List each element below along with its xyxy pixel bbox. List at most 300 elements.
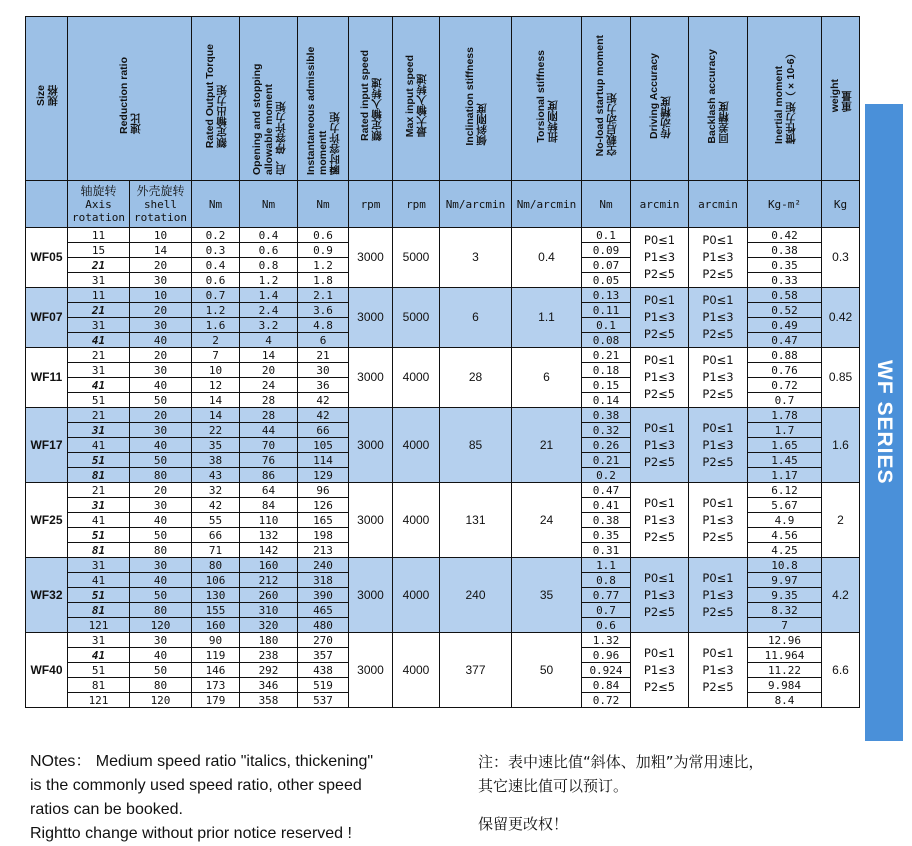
accuracy-grade: P2≤5 [643,604,676,619]
rated-torque-cell: 71 [192,543,240,558]
accuracy-grade: P1≤3 [643,587,676,602]
header-en: Driving Accuracy [647,53,660,139]
start-stop-moment-cell: 0.4 [240,228,298,243]
rated-torque-cell: 1.2 [192,303,240,318]
instantaneous-moment-cell: 2.1 [298,288,349,303]
accuracy-grade: P1≤3 [643,250,676,264]
inertial-moment-cell: 0.42 [748,228,822,243]
units-blank [26,181,68,228]
header-en: weight [828,79,841,113]
header-en: Max input speed [404,54,416,138]
axis-ratio-cell: 41 [68,438,130,453]
column-header [582,17,631,181]
backlash-accuracy-cell [689,348,748,408]
rated-torque-cell: 0.6 [192,273,240,288]
inertial-moment-cell: 9.984 [748,678,822,693]
driving-accuracy-cell [631,633,689,708]
instantaneous-moment-cell: 165 [298,513,349,528]
no-load-moment-cell: 0.32 [582,423,631,438]
header-text [773,48,797,144]
start-stop-moment-cell: 310 [240,603,298,618]
axis-ratio-cell: 11 [68,288,130,303]
start-stop-moment-cell: 142 [240,543,298,558]
no-load-moment-cell: 0.14 [582,393,631,408]
inertial-moment-cell: 8.32 [748,603,822,618]
torsional-stiffness-cell: 0.4 [512,228,582,288]
instantaneous-moment-cell: 198 [298,528,349,543]
start-stop-moment-cell: 86 [240,468,298,483]
no-load-moment-cell: 0.2 [582,468,631,483]
header-en: Rated Output Torque [203,43,216,149]
rated-torque-cell: 66 [192,528,240,543]
shell-ratio-cell: 40 [130,438,192,453]
inclination-stiffness-cell: 85 [440,408,512,483]
rated-torque-cell: 155 [192,603,240,618]
instantaneous-moment-cell: 4.8 [298,318,349,333]
instantaneous-moment-cell: 21 [298,348,349,363]
shell-ratio-cell: 50 [130,588,192,603]
axis-ratio-cell: 51 [68,528,130,543]
header-en: Opening and stopping allowable moment [250,63,275,175]
unit-label: Nm/arcmin [440,181,512,228]
start-stop-moment-cell: 260 [240,588,298,603]
table-row [26,348,860,363]
rated-torque-cell: 38 [192,453,240,468]
axis-ratio-cell: 21 [68,408,130,423]
torsional-stiffness-cell: 6 [512,348,582,408]
inertial-moment-cell: 0.33 [748,273,822,288]
shell-ratio-cell: 40 [130,573,192,588]
unit-label: rpm [349,181,393,228]
note-line: ratios can be booked. [30,801,183,818]
axis-ratio-cell: 51 [68,663,130,678]
header-cn: 空载启动力矩 [606,93,618,157]
accuracy-grade: P1≤3 [702,662,734,677]
shell-rotation-header [130,181,192,228]
accuracy-grade: P1≤3 [643,437,676,452]
start-stop-moment-cell: 28 [240,393,298,408]
header-cn: 重量 [840,91,853,113]
rated-input-speed-cell: 3000 [349,288,393,348]
torsional-stiffness-cell: 21 [512,408,582,483]
column-header [748,17,822,181]
no-load-moment-cell: 0.77 [582,588,631,603]
shell-ratio-cell: 30 [130,633,192,648]
start-stop-moment-cell: 238 [240,648,298,663]
shell-ratio-cell: 20 [130,348,192,363]
unit-label: Nm/arcmin [512,181,582,228]
table-row [26,633,860,648]
rated-torque-cell: 0.2 [192,228,240,243]
rated-torque-cell: 1.6 [192,318,240,333]
start-stop-moment-cell: 28 [240,408,298,423]
header-text [251,17,287,175]
inclination-stiffness-cell: 240 [440,558,512,633]
inclination-stiffness-cell: 377 [440,633,512,708]
axis-ratio-cell: 21 [68,483,130,498]
shell-ratio-cell: 50 [130,393,192,408]
inertial-moment-cell: 11.964 [748,648,822,663]
instantaneous-moment-cell: 465 [298,603,349,618]
axis-ratio-cell: 31 [68,498,130,513]
driving-accuracy-cell [631,408,689,483]
axis-ratio-cell: 31 [68,363,130,378]
weight-cell: 0.85 [822,348,860,408]
inertial-moment-cell: 11.22 [748,663,822,678]
accuracy-grade: P2≤5 [643,529,676,544]
rated-torque-cell: 179 [192,693,240,708]
rated-torque-cell: 43 [192,468,240,483]
inclination-stiffness-cell: 6 [440,288,512,348]
shell-ratio-cell: 30 [130,423,192,438]
accuracy-grade: P0≤1 [643,495,676,510]
rated-torque-cell: 10 [192,363,240,378]
shell-ratio-cell: 50 [130,453,192,468]
backlash-accuracy-cell [689,228,748,288]
no-load-moment-cell: 0.38 [582,513,631,528]
rated-torque-cell: 14 [192,393,240,408]
inertial-moment-cell: 6.12 [748,483,822,498]
inclination-stiffness-cell: 3 [440,228,512,288]
inertial-moment-cell: 1.7 [748,423,822,438]
backlash-accuracy-cell [689,288,748,348]
accuracy-grade: P1≤3 [643,370,676,384]
inertial-moment-cell: 10.8 [748,558,822,573]
weight-cell: 0.3 [822,228,860,288]
instantaneous-moment-cell: 30 [298,363,349,378]
no-load-moment-cell: 1.1 [582,558,631,573]
start-stop-moment-cell: 346 [240,678,298,693]
header-cn: 最大输入转速 [416,74,428,138]
start-stop-moment-cell: 14 [240,348,298,363]
inertial-moment-cell: 9.97 [748,573,822,588]
note-line: 其它速比值可以预订。 [478,777,629,795]
inertial-moment-cell: 4.25 [748,543,822,558]
note-line: 注：表中速比值“斜体、加粗”为常用速比， [478,753,764,771]
shell-ratio-cell: 14 [130,243,192,258]
rated-torque-cell: 32 [192,483,240,498]
rated-torque-cell: 14 [192,408,240,423]
note-line: 保留更改权！ [478,815,569,833]
header-cn: 传动精度 [659,96,672,139]
inertial-moment-cell: 0.35 [748,258,822,273]
instantaneous-moment-cell: 1.2 [298,258,349,273]
rated-input-speed-cell: 3000 [349,558,393,633]
axis-ratio-cell: 81 [68,603,130,618]
note-line: NOtes： Medium speed ratio "italics, thickening" [30,753,374,770]
header-cn: 启、停容许力矩 [274,101,287,175]
rated-input-speed-cell: 3000 [349,348,393,408]
axis-ratio-cell: 21 [68,303,130,318]
inertial-moment-cell: 0.49 [748,318,822,333]
accuracy-grade: P0≤1 [702,233,734,247]
series-label: WF SERIES [873,360,896,485]
rated-input-speed-cell: 3000 [349,408,393,483]
accuracy-grade: P0≤1 [702,495,734,510]
table-row [26,408,860,423]
column-header [440,17,512,181]
axis-ratio-cell: 41 [68,648,130,663]
rated-input-speed-cell: 3000 [349,483,393,558]
shell-ratio-cell: 40 [130,648,192,663]
header-text [359,50,383,141]
shell-ratio-cell: 80 [130,678,192,693]
header-text [706,49,730,144]
shell-ratio-cell: 40 [130,513,192,528]
inertial-moment-cell: 0.52 [748,303,822,318]
column-header [68,17,192,181]
inertial-moment-cell: 12.96 [748,633,822,648]
no-load-moment-cell: 0.1 [582,228,631,243]
notes-english [30,750,373,846]
inertial-moment-cell: 5.67 [748,498,822,513]
axis-ratio-cell: 21 [68,258,130,273]
no-load-moment-cell: 0.38 [582,408,631,423]
weight-cell: 0.42 [822,288,860,348]
table-row [26,483,860,498]
max-input-speed-cell: 4000 [393,483,440,558]
accuracy-grade: P1≤3 [702,310,734,324]
series-side-banner [865,104,903,741]
no-load-moment-cell: 0.05 [582,273,631,288]
weight-cell: 1.6 [822,408,860,483]
size-cell: WF17 [26,408,68,483]
header-en: Rated input speed [358,50,371,142]
inertial-moment-cell: 4.56 [748,528,822,543]
accuracy-grade: P0≤1 [702,420,734,435]
accuracy-grade: P2≤5 [702,679,734,694]
shell-ratio-cell: 30 [130,273,192,288]
unit-label: arcmin [631,181,689,228]
header-en: Inertial moment [772,65,785,144]
shell-ratio-cell: 10 [130,288,192,303]
instantaneous-moment-cell: 390 [298,588,349,603]
accuracy-grade: P0≤1 [702,293,734,307]
no-load-moment-cell: 0.15 [582,378,631,393]
no-load-moment-cell: 0.35 [582,528,631,543]
accuracy-grade: P2≤5 [643,267,676,281]
shell-ratio-cell: 120 [130,693,192,708]
start-stop-moment-cell: 84 [240,498,298,513]
driving-accuracy-cell [631,483,689,558]
accuracy-grade: P2≤5 [643,327,676,341]
header-text [464,47,488,146]
header-en: Instantaneous admissible momentt [305,46,329,175]
inertial-moment-cell: 0.7 [748,393,822,408]
unit-label: arcmin [689,181,748,228]
header-row [26,17,860,181]
instantaneous-moment-cell: 1.8 [298,273,349,288]
accuracy-grade: P2≤5 [702,267,734,281]
driving-accuracy-cell [631,558,689,633]
shell-ratio-cell: 30 [130,318,192,333]
header-cn: 瞬时容许力矩 [329,112,341,175]
no-load-moment-cell: 0.41 [582,498,631,513]
shell-ratio-cell: 20 [130,303,192,318]
no-load-moment-cell: 0.84 [582,678,631,693]
axis-ratio-cell: 41 [68,333,130,348]
torsional-stiffness-cell: 35 [512,558,582,633]
header-cn: 速比 [129,113,142,135]
max-input-speed-cell: 4000 [393,633,440,708]
accuracy-grade: P2≤5 [702,327,734,341]
no-load-moment-cell: 0.31 [582,543,631,558]
column-header [689,17,748,181]
rated-torque-cell: 35 [192,438,240,453]
rated-torque-cell: 0.7 [192,288,240,303]
accuracy-grade: P1≤3 [702,370,734,384]
axis-ratio-cell: 31 [68,273,130,288]
no-load-moment-cell: 0.47 [582,483,631,498]
inclination-stiffness-cell: 131 [440,483,512,558]
unit-label: Nm [192,181,240,228]
torsional-stiffness-cell: 50 [512,633,582,708]
axis-ratio-cell: 51 [68,453,130,468]
shell-ratio-cell: 20 [130,483,192,498]
inertial-moment-cell: 1.17 [748,468,822,483]
header-cn: 倾斜刚度 [475,103,488,146]
accuracy-grade: P2≤5 [643,454,676,469]
accuracy-grade: P2≤5 [643,387,676,401]
accuracy-grade: P2≤5 [702,529,734,544]
start-stop-moment-cell: 1.2 [240,273,298,288]
shell-ratio-cell: 80 [130,468,192,483]
rated-torque-cell: 7 [192,348,240,363]
accuracy-grade: P0≤1 [643,420,676,435]
start-stop-moment-cell: 0.6 [240,243,298,258]
shell-ratio-cell: 30 [130,498,192,513]
axis-ratio-cell: 81 [68,543,130,558]
size-cell: WF32 [26,558,68,633]
instantaneous-moment-cell: 213 [298,543,349,558]
weight-cell: 2 [822,483,860,558]
inertial-moment-cell: 7 [748,618,822,633]
rated-torque-cell: 160 [192,618,240,633]
no-load-moment-cell: 0.18 [582,363,631,378]
start-stop-moment-cell: 4 [240,333,298,348]
axis-ratio-cell: 31 [68,423,130,438]
table-row [26,228,860,243]
column-header [512,17,582,181]
no-load-moment-cell: 1.32 [582,633,631,648]
torsional-stiffness-cell: 24 [512,483,582,558]
max-input-speed-cell: 5000 [393,288,440,348]
shell-ratio-cell: 50 [130,663,192,678]
axis-ratio-cell: 31 [68,558,130,573]
no-load-moment-cell: 0.08 [582,333,631,348]
start-stop-moment-cell: 132 [240,528,298,543]
column-header [26,17,68,181]
axis-ratio-cell: 31 [68,318,130,333]
header-en: No-load startup moment [594,35,606,157]
inertial-moment-cell: 0.88 [748,348,822,363]
rated-torque-cell: 0.3 [192,243,240,258]
header-text [535,50,559,143]
no-load-moment-cell: 0.72 [582,693,631,708]
accuracy-grade: P1≤3 [643,662,676,677]
accuracy-grade: P2≤5 [702,454,734,469]
accuracy-grade: P1≤3 [702,250,734,264]
inertial-moment-cell: 8.4 [748,693,822,708]
driving-accuracy-cell [631,228,689,288]
header-cn: 额定输出力矩 [215,85,228,149]
instantaneous-moment-cell: 66 [298,423,349,438]
instantaneous-moment-cell: 537 [298,693,349,708]
instantaneous-moment-cell: 36 [298,378,349,393]
start-stop-moment-cell: 110 [240,513,298,528]
spec-table [25,16,860,708]
torsional-stiffness-cell: 1.1 [512,288,582,348]
rated-torque-cell: 106 [192,573,240,588]
no-load-moment-cell: 0.09 [582,243,631,258]
backlash-accuracy-cell [689,408,748,483]
no-load-moment-cell: 0.07 [582,258,631,273]
inertial-moment-cell: 0.76 [748,363,822,378]
no-load-moment-cell: 0.6 [582,618,631,633]
shell-rotation-en: shell rotation [134,198,187,224]
accuracy-grade: P2≤5 [643,679,676,694]
axis-ratio-cell: 41 [68,378,130,393]
driving-accuracy-cell [631,348,689,408]
shell-ratio-cell: 30 [130,558,192,573]
units-row [26,181,860,228]
inertial-moment-cell: 1.65 [748,438,822,453]
header-cn: 回差精度 [718,101,730,144]
axis-ratio-cell: 121 [68,618,130,633]
start-stop-moment-cell: 3.2 [240,318,298,333]
shell-ratio-cell: 40 [130,333,192,348]
size-cell: WF05 [26,228,68,288]
size-cell: WF07 [26,288,68,348]
start-stop-moment-cell: 358 [240,693,298,708]
backlash-accuracy-cell [689,558,748,633]
shell-ratio-cell: 20 [130,258,192,273]
start-stop-moment-cell: 20 [240,363,298,378]
rated-torque-cell: 2 [192,333,240,348]
shell-ratio-cell: 30 [130,363,192,378]
accuracy-grade: P1≤3 [643,310,676,324]
rated-torque-cell: 22 [192,423,240,438]
unit-label: Kg [822,181,860,228]
rated-input-speed-cell: 3000 [349,228,393,288]
accuracy-grade: P0≤1 [643,293,676,307]
instantaneous-moment-cell: 96 [298,483,349,498]
accuracy-grade: P0≤1 [643,233,676,247]
accuracy-grade: P0≤1 [643,353,676,367]
rated-torque-cell: 0.4 [192,258,240,273]
no-load-moment-cell: 0.11 [582,303,631,318]
shell-ratio-cell: 40 [130,378,192,393]
header-en: Inclination stiffness [463,46,476,146]
instantaneous-moment-cell: 357 [298,648,349,663]
header-cn: 规格 [46,85,59,107]
header-text [305,17,341,175]
instantaneous-moment-cell: 519 [298,678,349,693]
rated-torque-cell: 80 [192,558,240,573]
instantaneous-moment-cell: 105 [298,438,349,453]
start-stop-moment-cell: 70 [240,438,298,453]
table-row [26,558,860,573]
inclination-stiffness-cell: 28 [440,348,512,408]
start-stop-moment-cell: 212 [240,573,298,588]
unit-label: Nm [298,181,349,228]
axis-ratio-cell: 41 [68,573,130,588]
shell-ratio-cell: 80 [130,543,192,558]
header-en: Size [34,85,47,107]
rated-torque-cell: 42 [192,498,240,513]
instantaneous-moment-cell: 438 [298,663,349,678]
inertial-moment-cell: 1.45 [748,453,822,468]
